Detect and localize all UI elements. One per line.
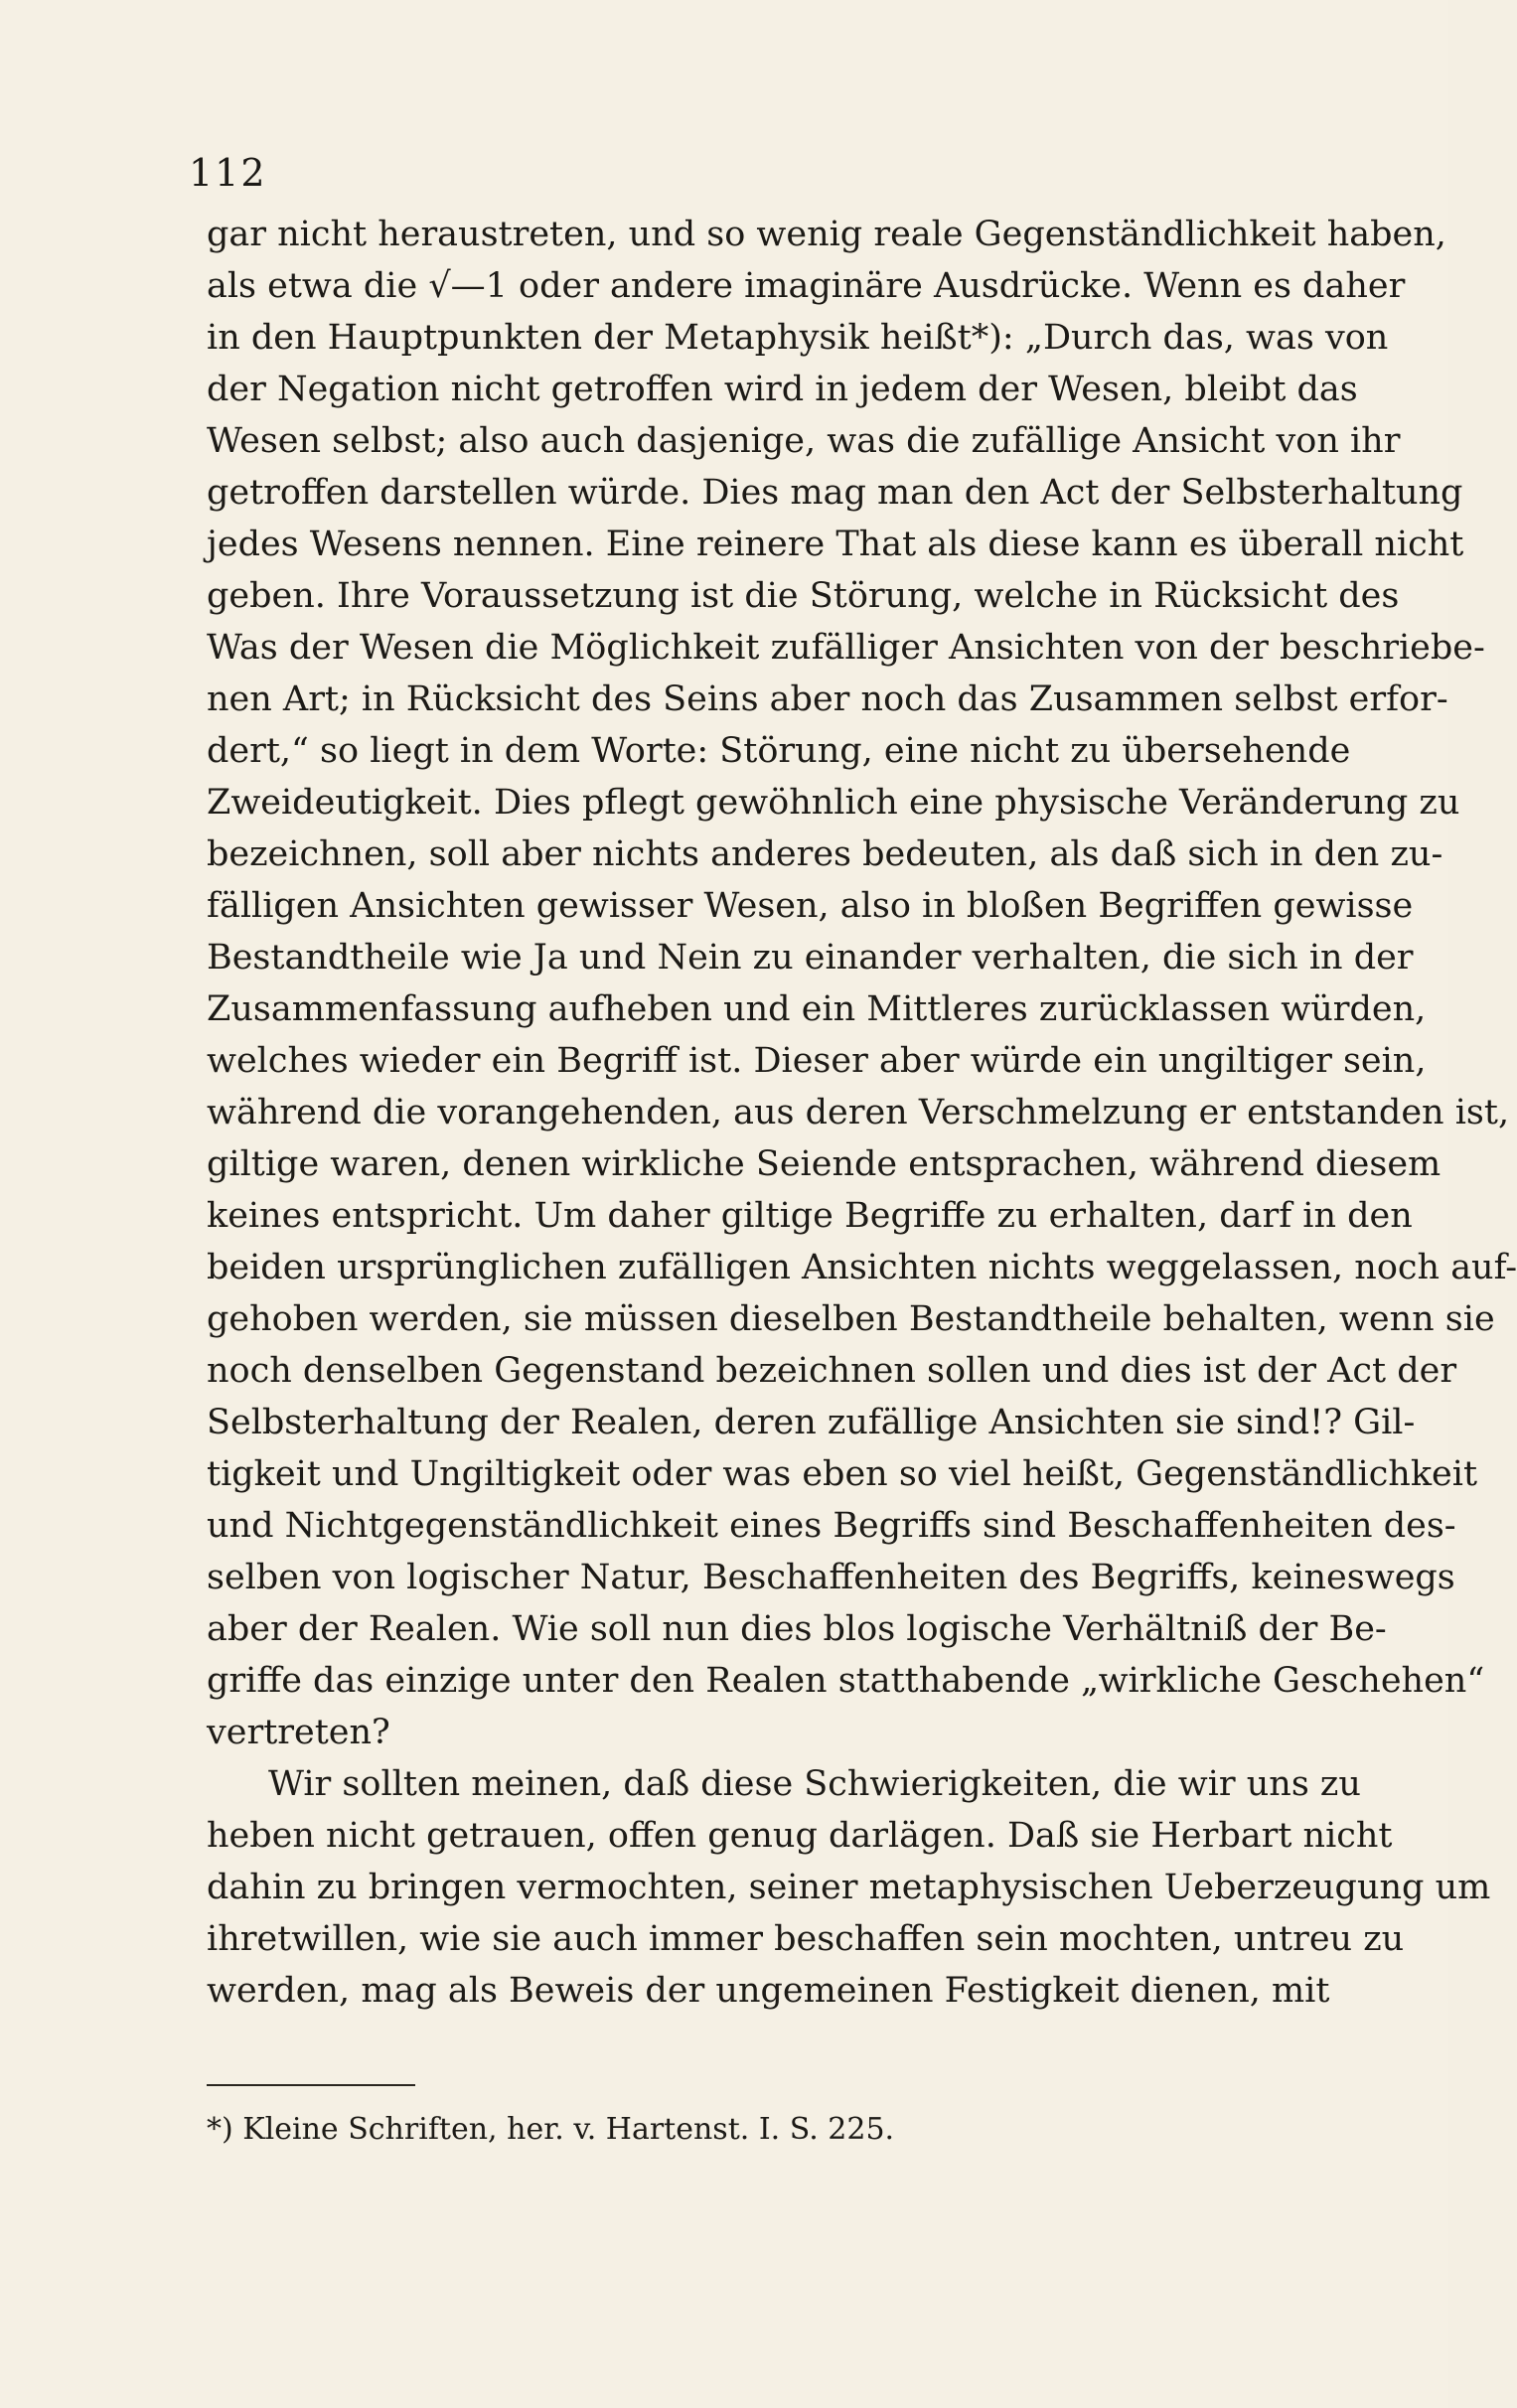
text-line: während die vorangehenden, aus deren Verschmelzung er entstanden ist, <box>207 1093 1510 1132</box>
text-line: Selbsterhaltung der Realen, deren zufällige Ansichten sie sind!? Gil- <box>207 1403 1416 1442</box>
text-line: Wir sollten meinen, daß diese Schwierigkeiten, die wir uns zu <box>268 1764 1361 1804</box>
footnote-rule <box>207 2084 415 2086</box>
text-line: jedes Wesens nennen. Eine reinere That als diese kann es überall nicht <box>207 525 1464 564</box>
text-line: Was der Wesen die Möglichkeit zufälliger Ansichten von der beschriebe- <box>207 628 1485 668</box>
text-line: keines entspricht. Um daher giltige Begriffe zu erhalten, darf in den <box>207 1196 1413 1236</box>
text-line: heben nicht getrauen, offen genug darlägen. Daß sie Herbart nicht <box>207 1816 1393 1856</box>
text-line: der Negation nicht getroffen wird in jedem der Wesen, bleibt das <box>207 370 1358 409</box>
text-line: tigkeit und Ungiltigkeit oder was eben so viel heißt, Gegenständlichkeit <box>207 1454 1478 1494</box>
text-line: werden, mag als Beweis der ungemeinen Festigkeit dienen, mit <box>207 1971 1330 2011</box>
text-line: Bestandtheile wie Ja und Nein zu einander verhalten, die sich in der <box>207 938 1414 978</box>
text-line: und Nichtgegenständlichkeit eines Begriffs sind Beschaffenheiten des- <box>207 1506 1456 1546</box>
text-line: als etwa die √—1 oder andere imaginäre Ausdrücke. Wenn es daher <box>207 266 1406 306</box>
page-number: 112 <box>189 151 267 195</box>
text-line: Zusammenfassung aufheben und ein Mittleres zurücklassen würden, <box>207 989 1427 1029</box>
text-line: getroffen darstellen würde. Dies mag man den Act der Selbsterhaltung <box>207 473 1463 513</box>
text-line: beiden ursprünglichen zufälligen Ansichten nichts weggelassen, noch auf- <box>207 1248 1517 1287</box>
text-line: ihretwillen, wie sie auch immer beschaffen sein mochten, untreu zu <box>207 1919 1405 1959</box>
footnote: *) Kleine Schriften, her. v. Hartenst. I. S. 225. <box>207 2112 895 2147</box>
text-line: geben. Ihre Voraussetzung ist die Störung, welche in Rücksicht des <box>207 576 1400 616</box>
text-line: Zweideutigkeit. Dies pflegt gewöhnlich eine physische Veränderung zu <box>207 783 1460 823</box>
text-line: noch denselben Gegenstand bezeichnen sollen und dies ist der Act der <box>207 1351 1457 1391</box>
text-line: aber der Realen. Wie soll nun dies blos logische Verhältniß der Be- <box>207 1609 1387 1649</box>
text-line: griffe das einzige unter den Realen statthabende „wirkliche Geschehen“ <box>207 1661 1485 1701</box>
text-line: fälligen Ansichten gewisser Wesen, also in bloßen Begriffen gewisse <box>207 886 1414 926</box>
text-line: welches wieder ein Begriff ist. Dieser aber würde ein ungiltiger sein, <box>207 1041 1427 1081</box>
text-line: gehoben werden, sie müssen dieselben Bestandtheile behalten, wenn sie <box>207 1299 1495 1339</box>
text-line: dahin zu bringen vermochten, seiner metaphysischen Ueberzeugung um <box>207 1868 1491 1907</box>
body-text <box>207 209 1517 2017</box>
text-line: selben von logischer Natur, Beschaffenheiten des Begriffs, keineswegs <box>207 1558 1455 1597</box>
text-line: giltige waren, denen wirkliche Seiende entsprachen, während diesem <box>207 1144 1441 1184</box>
text-line: vertreten? <box>207 1713 390 1752</box>
text-line: bezeichnen, soll aber nichts anderes bedeuten, als daß sich in den zu- <box>207 834 1443 874</box>
text-line: gar nicht heraustreten, und so wenig reale Gegenständlichkeit haben, <box>207 215 1446 254</box>
text-line: Wesen selbst; also auch dasjenige, was die zufällige Ansicht von ihr <box>207 421 1401 461</box>
text-line: dert,“ so liegt in dem Worte: Störung, eine nicht zu übersehende <box>207 731 1351 771</box>
text-line: in den Hauptpunkten der Metaphysik heißt*): „Durch das, was von <box>207 318 1389 358</box>
text-line: nen Art; in Rücksicht des Seins aber noch das Zusammen selbst erfor- <box>207 679 1448 719</box>
